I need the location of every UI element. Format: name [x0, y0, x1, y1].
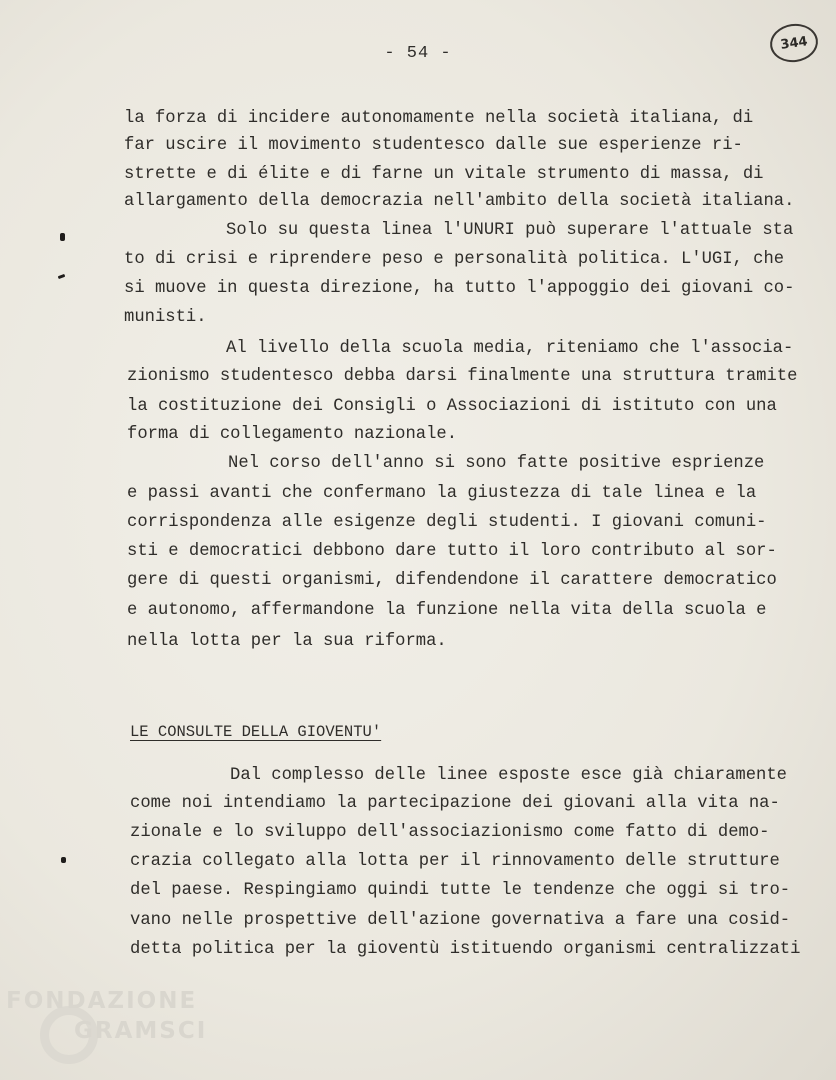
text-line: e autonomo, affermandone la funzione nella vita della scuola e: [127, 601, 767, 620]
page-number: - 54 -: [384, 44, 452, 63]
text-line: far uscire il movimento studentesco dalle sue esperienze ri-: [124, 136, 743, 155]
text-line: la forza di incidere autonomamente nella società italiana, di: [124, 109, 754, 128]
margin-mark: [61, 857, 66, 863]
section-heading: LE CONSULTE DELLA GIOVENTU': [130, 723, 382, 741]
text-line: sti e democratici debbono dare tutto il loro contributo al sor-: [127, 542, 777, 561]
text-line: gere di questi organismi, difendendone il carattere democratico: [127, 571, 777, 590]
text-line: Al livello della scuola media, riteniamo che l'associa-: [226, 339, 794, 358]
watermark-logo: [6, 984, 236, 1074]
text-line: e passi avanti che confermano la giustezza di tale linea e la: [127, 484, 757, 503]
margin-mark: [60, 233, 65, 241]
text-line: Nel corso dell'anno si sono fatte positive esprienze: [228, 454, 765, 473]
text-line: allargamento della democrazia nell'ambito della società italiana.: [124, 192, 795, 211]
text-line: zionismo studentesco debba darsi finalmente una struttura tramite: [127, 367, 798, 386]
text-line: forma di collegamento nazionale.: [127, 425, 458, 444]
text-line: detta politica per la gioventù istituendo organismi centralizzati: [130, 940, 801, 959]
text-line: strette e di élite e di farne un vitale strumento di massa, di: [124, 165, 764, 184]
text-line: Solo su questa linea l'UNURI può superare l'attuale sta: [226, 221, 794, 240]
text-line: nella lotta per la sua riforma.: [127, 632, 447, 651]
text-line: corrispondenza alle esigenze degli studenti. I giovani comuni-: [127, 513, 767, 532]
text-line: vano nelle prospettive dell'azione governativa a fare una cosid-: [130, 911, 791, 930]
text-line: del paese. Respingiamo quindi tutte le tendenze che oggi si tro-: [130, 881, 791, 900]
text-line: crazia collegato alla lotta per il rinnovamento delle strutture: [130, 852, 780, 871]
margin-mark: [58, 274, 66, 279]
text-line: munisti.: [124, 308, 207, 327]
text-line: la costituzione dei Consigli o Associazioni di istituto con una: [127, 397, 777, 416]
text-line: si muove in questa direzione, ha tutto l'appoggio dei giovani co-: [124, 279, 795, 298]
watermark-text: GRAMSCI: [74, 1018, 208, 1044]
text-line: come noi intendiamo la partecipazione dei giovani alla vita na-: [130, 794, 780, 813]
watermark-text: FONDAZIONE: [6, 988, 198, 1014]
text-line: zionale e lo sviluppo dell'associazionismo come fatto di demo-: [130, 823, 770, 842]
text-line: Dal complesso delle linee esposte esce già chiaramente: [230, 766, 787, 785]
text-line: to di crisi e riprendere peso e personalità politica. L'UGI, che: [124, 250, 785, 269]
archive-stamp: 344: [768, 21, 821, 65]
